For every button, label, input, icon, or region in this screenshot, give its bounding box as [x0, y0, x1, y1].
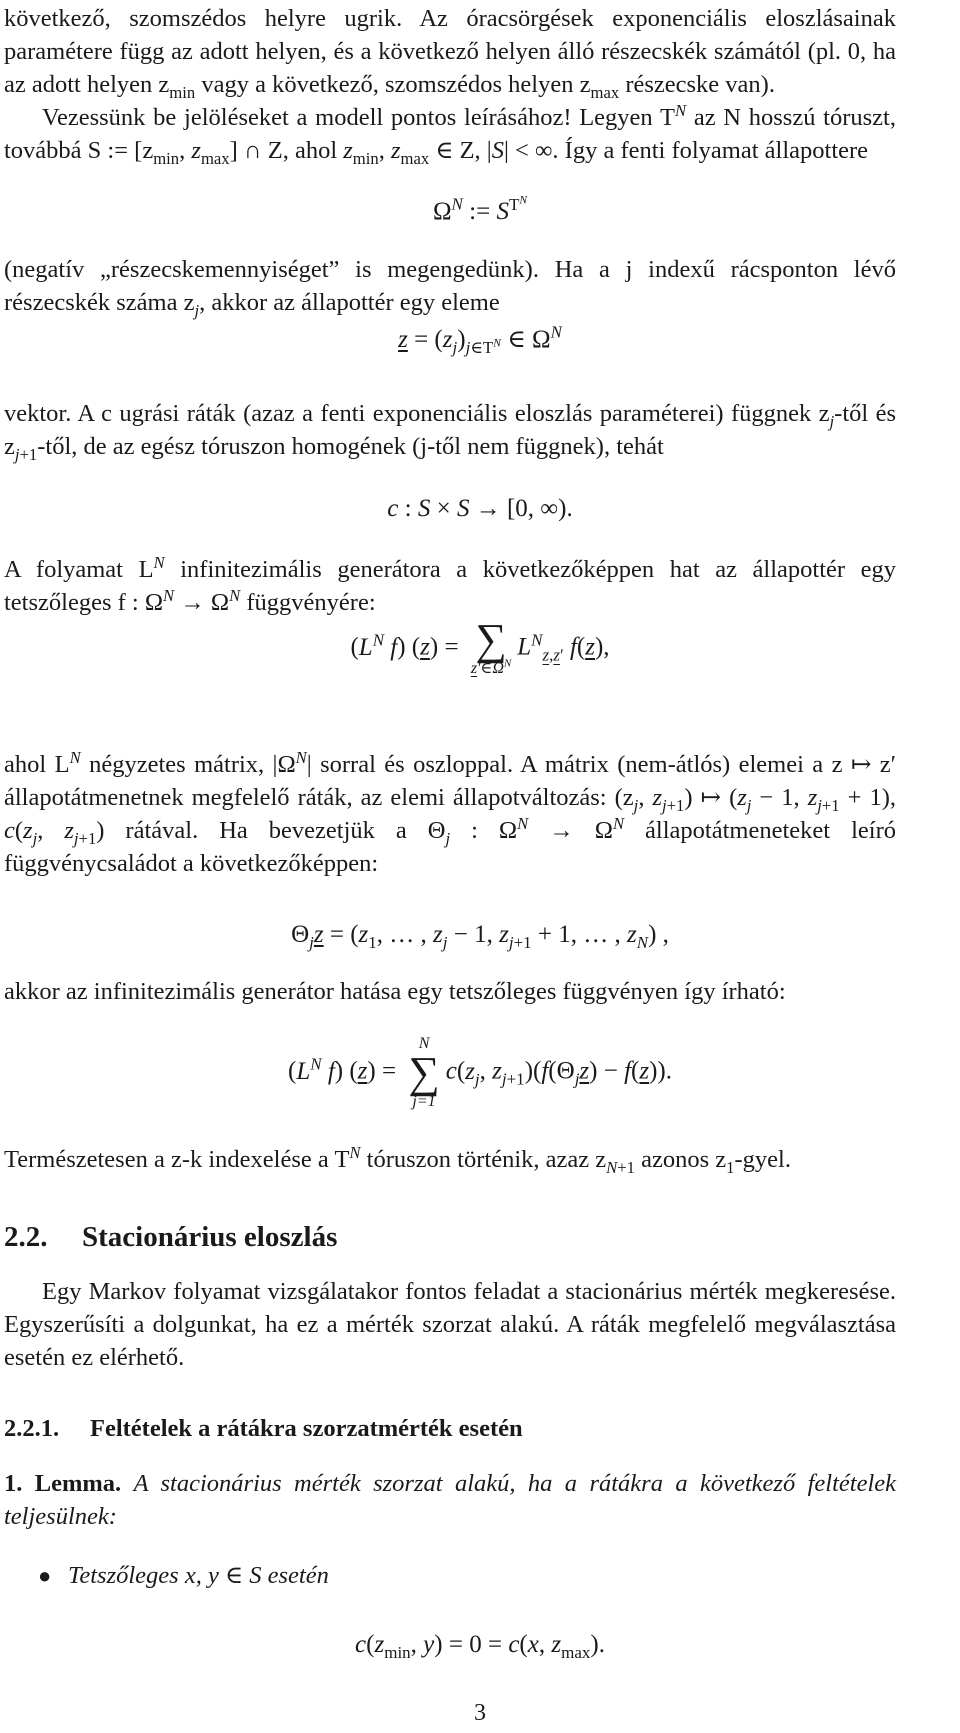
paragraph-generator-action: akkor az infinitezimális generátor hatása egy tetszőleges függvényen így írható:: [4, 978, 786, 1005]
paragraph-matrix: ahol $L^N$ négyzetes mátrix, $|\Omega^N|$ sorral és oszloppal. A mátrix (nem-átlós) elemei a z ↦ z′ állapotátmenetnek megfelelő ráták, az elemi állapotváltozás: ($z_j$, $z_{j+1}$) ↦ ($z_j - 1$, $z_{j+1} + 1$), $c(z_j$, $z_{j+1}$) rátával. Ha bevezetjük a $\Theta_j$ : $\Omega^N \to \Omega^N$ állapotátmeneteket leíró függvénycsaládot a következőképpen:: [4, 747, 897, 877]
lemma-text: A stacionárius mérték szorzat alakú, ha a rátákra a következő feltételek teljesülnek:: [4, 1470, 896, 1530]
paragraph-notation: Vezessünk be jelöléseket a modell pontos leírásához! Legyen $T^N$ az N hosszú tóruszt, továbbá S := [$z_{min}$, $z_{max}$] ∩ Z, ahol $z_{min}$, $z_{max}$ ∈ Z, |S| < ∞. Így a fenti folyamat állapottere: [4, 100, 896, 168]
page-number: 3: [474, 1700, 486, 1726]
bullet-marker: ●: [38, 1563, 52, 1588]
lemma: [4, 1467, 896, 1533]
paragraph-rates: vektor. A c ugrási ráták (azaz a fenti exponenciális eloszlás paraméterei) függnek $z_j$-től és $z_{j+1}$-től, de az egész tóruszon homogének (j-től nem függnek), tehát: [4, 400, 896, 464]
equation-generator-matrix: ($L^N$ f) (z) = ∑ $z'\in\Omega^N$ $L^N_{z,z'}$ f(z),: [350, 615, 610, 677]
equation-generator-action: ($L^N$ f) (z) = N ∑ j=1 $c(z_j$, $z_{j+1})(f(\Theta_jz) - f(z))$.: [287, 1035, 673, 1110]
paragraph-intro: következő, szomszédos helyre ugrik. Az óracsörgések exponenciális eloszlásainak paramétere függ az adott helyen, és a következő helyen álló részecskék számától (pl. 0, ha az adott helyen $z_{min}$ vagy a következő, szomszédos helyen $z_{max}$ részecske van).: [4, 5, 896, 102]
paragraph-indexing: Természetesen a z-k indexelése a $T^N$ tóruszon történik, azaz $z_{N+1}$ azonos $z_1$-gyel.: [4, 1142, 791, 1177]
section-heading: 2.2. Stacionárius eloszlás: [4, 1221, 338, 1253]
equation-condition: $c(z_{min}$, y) = 0 = c(x, $z_{max}$).: [355, 1631, 605, 1662]
paragraph-stationary: Egy Markov folyamat vizsgálatakor fontos feladat a stacionárius mérték megkeresése. Egyszerűsíti a dolgunkat, ha ez a mérték szorzat alakú. A ráták megfelelő megválasztása esetén ez elérhető.: [4, 1278, 896, 1371]
equation-theta: $\Theta_jz = (z_1$, … , $z_j - 1$, $z_{j+1} + 1$, … , $z_N$) ,: [291, 921, 669, 952]
equation-vector: $z = (z_j)_{j\in T^N}$ ∈ $\Omega^N$: [398, 322, 562, 357]
equation-rate-function: c : S × S → [0, ∞).: [387, 495, 573, 522]
lemma-label: 1. Lemma.: [4, 1470, 122, 1497]
bullet-item: Tetszőleges x, y ∈ S esetén: [68, 1562, 329, 1589]
paragraph-generator: A folyamat $L^N$ infinitezimális generátora a következőképpen hat az állapottér egy tetszőleges f : $\Omega^N \to \Omega^N$ függvényére:: [4, 552, 896, 616]
subsection-heading: 2.2.1. Feltételek a rátákra szorzatmérték esetén: [4, 1415, 523, 1442]
paragraph-negative: (negatív „részecskemennyiséget” is megengedünk). Ha a j indexű rácsponton lévő részecskék száma $z_j$, akkor az állapottér egy eleme: [4, 256, 896, 320]
equation-state-space: $\Omega^N$ := $S^{T^N}$: [432, 193, 528, 225]
